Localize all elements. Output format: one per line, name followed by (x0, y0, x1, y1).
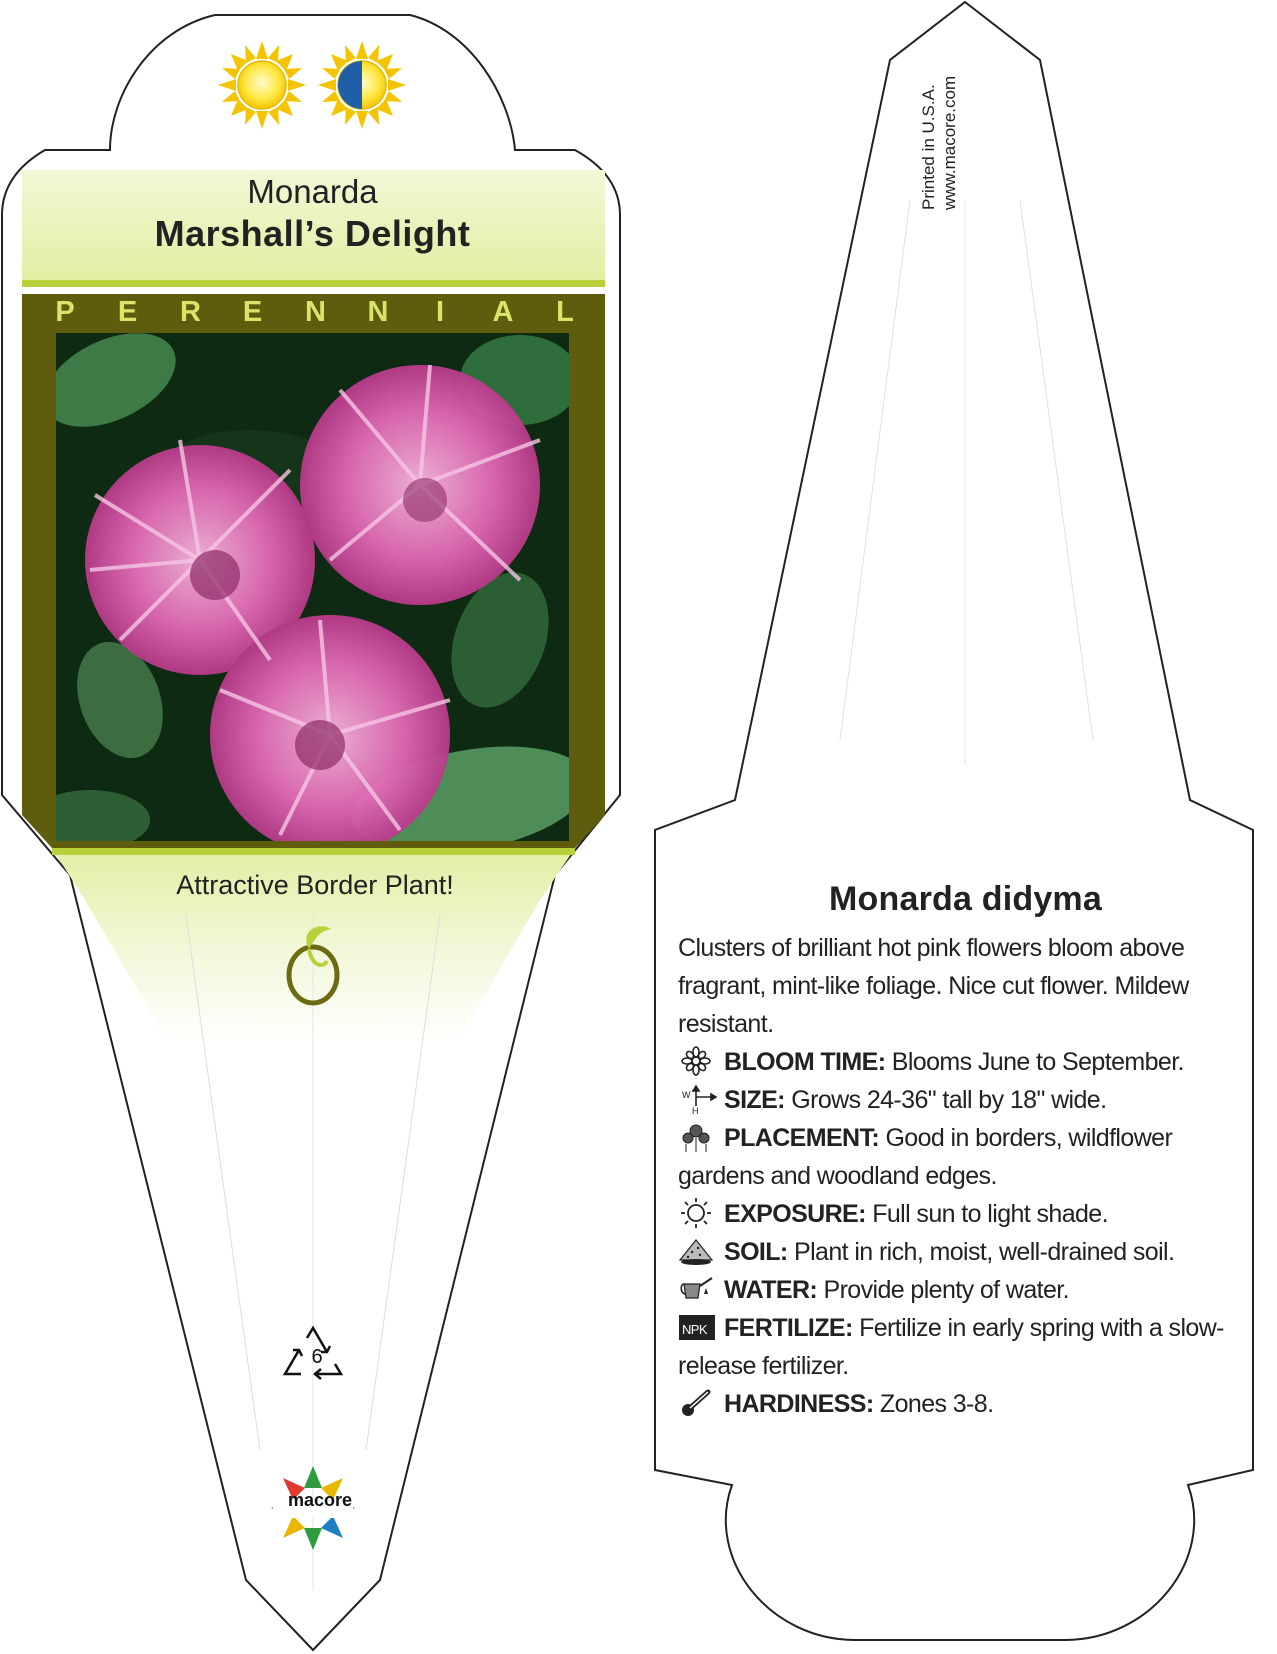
svg-text:H: H (692, 1106, 698, 1114)
care-item-size (678, 1081, 1253, 1119)
soil-icon (678, 1236, 718, 1266)
category-letter: R (180, 296, 201, 328)
part-sun-icon (318, 41, 406, 129)
care-label: PLACEMENT: (724, 1124, 880, 1152)
care-item-water (678, 1271, 1253, 1309)
imprint-line-2: www.macore.com (940, 75, 959, 210)
category-banner (55, 296, 575, 329)
plant-cultivar: Marshall’s Delight (154, 213, 471, 254)
care-label: BLOOM TIME: (724, 1048, 886, 1076)
care-text: Full sun to light shade. (865, 1200, 1108, 1228)
imprint (918, 30, 978, 230)
npk-icon (678, 1312, 718, 1342)
imprint-line-1: Printed in U.S.A. (919, 84, 938, 210)
care-text: Zones 3-8. (873, 1390, 994, 1418)
care-label: SOIL: (724, 1238, 788, 1266)
care-label: SIZE: (724, 1086, 785, 1114)
watering-can-icon (678, 1274, 718, 1304)
care-label: HARDINESS: (724, 1390, 874, 1418)
tagline: Attractive Border Plant! (176, 870, 454, 900)
care-text: Plant in rich, moist, well-drained soil. (787, 1238, 1175, 1266)
flower-icon (678, 1046, 718, 1076)
sun-icon (678, 1198, 718, 1228)
care-item-soil (678, 1233, 1253, 1271)
thermometer-icon (678, 1388, 718, 1418)
care-item-fertilize (678, 1309, 1253, 1385)
care-text: Provide plenty of water. (817, 1276, 1069, 1304)
care-item-exposure (678, 1195, 1253, 1233)
brand-name: macore (287, 1490, 353, 1510)
category-letter: E (117, 296, 138, 328)
plant-genus: Monarda (247, 173, 378, 210)
plant-photo (30, 314, 597, 870)
botanical-name: Monarda didyma (829, 880, 1102, 918)
placement-icon (678, 1122, 718, 1152)
care-text: Blooms June to September. (885, 1048, 1184, 1076)
care-item-placement (678, 1119, 1253, 1195)
care-item-bloom (678, 1043, 1253, 1081)
category-letter: E (242, 296, 263, 328)
category-letter: I (435, 296, 445, 328)
svg-text:NPK: NPK (682, 1322, 707, 1337)
care-info (678, 880, 1253, 1423)
care-label: EXPOSURE: (724, 1200, 866, 1228)
size-icon (678, 1084, 718, 1114)
category-letter: L (556, 296, 574, 328)
plant-description: Clusters of brilliant hot pink flowers bloom above fragrant, mint-like foliage. Nice cut flower. Mildew resistant. (678, 934, 1189, 1038)
care-text: Grows 24-36" tall by 18" wide. (784, 1086, 1107, 1114)
recycle-number: 6 (311, 1346, 323, 1368)
svg-text:W: W (682, 1090, 690, 1100)
care-text: Fertilize in early spring with a slow-release fertilizer. (678, 1314, 1224, 1380)
category-letter: N (305, 296, 326, 328)
full-sun-icon (218, 41, 306, 129)
category-letter: A (492, 296, 514, 328)
category-letter: N (367, 296, 389, 328)
care-label: FERTILIZE: (724, 1314, 853, 1342)
care-item-hardiness (678, 1385, 1253, 1423)
care-text: Good in borders, wildflower gardens and woodland edges. (678, 1124, 1173, 1190)
category-letter: P (55, 296, 75, 328)
care-label: WATER: (724, 1276, 818, 1304)
